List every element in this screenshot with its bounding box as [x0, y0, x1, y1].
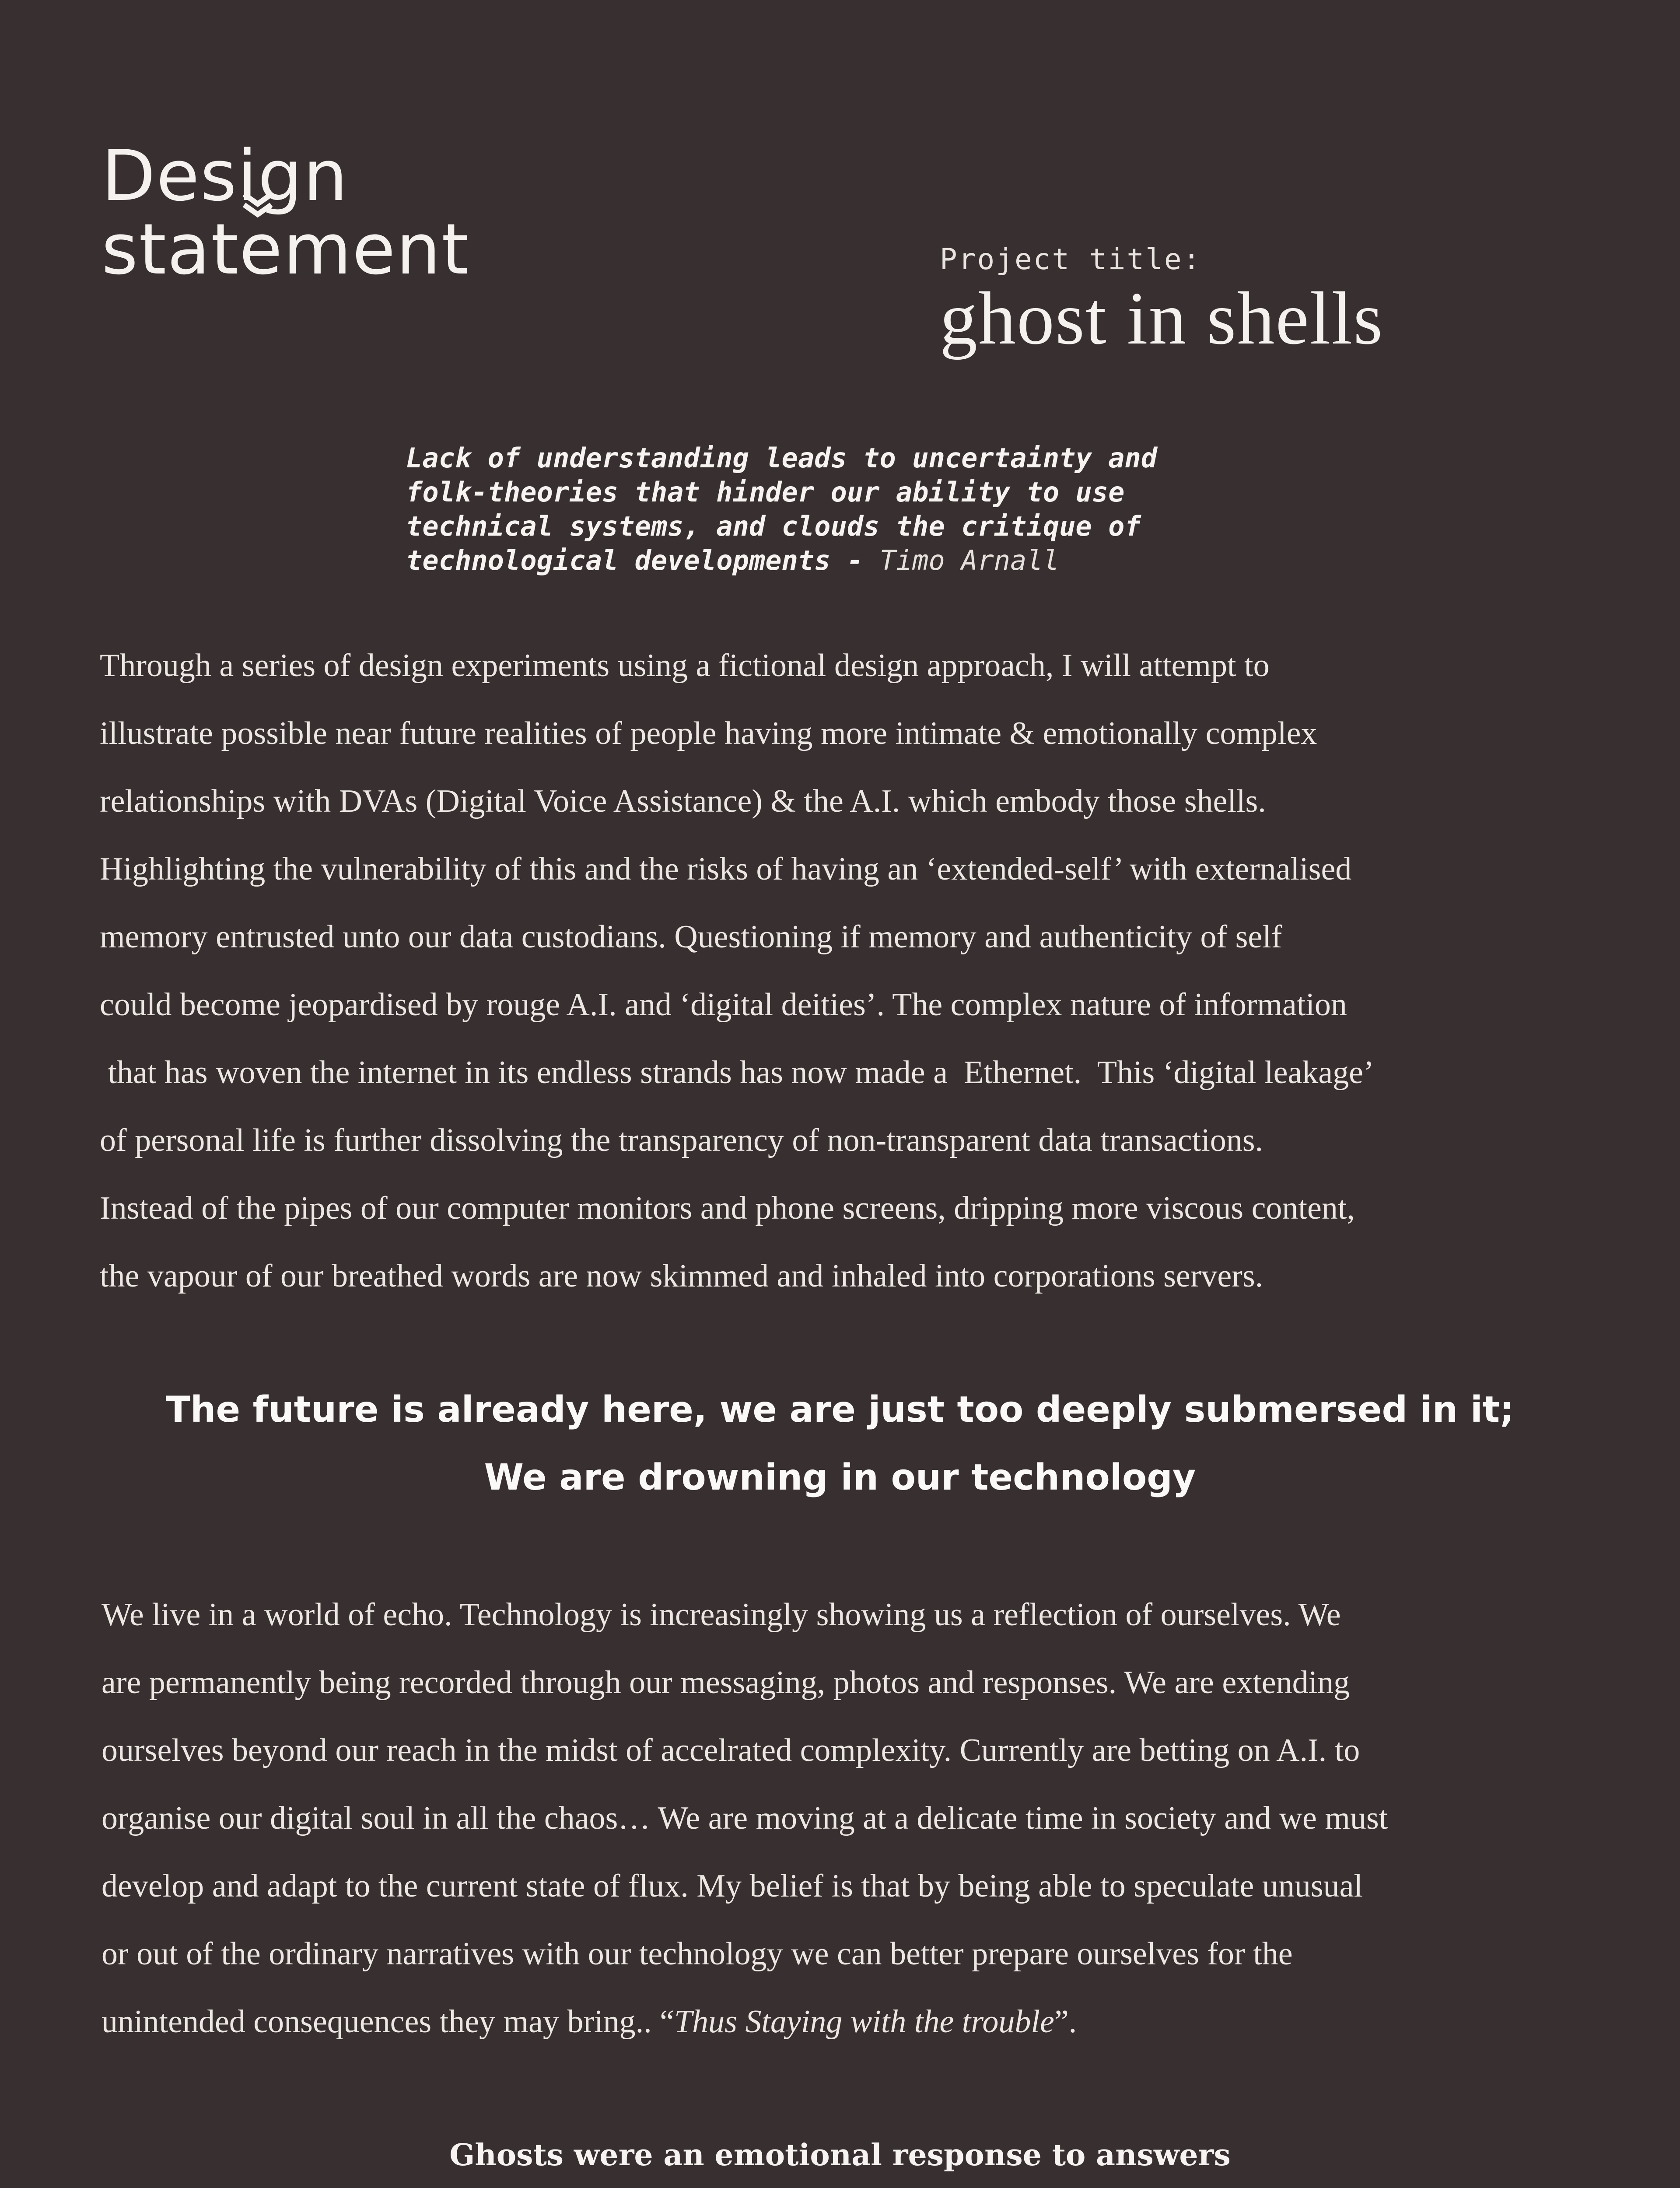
- quote-line-last: [406, 543, 1237, 578]
- project-title-label: Project title:: [940, 242, 1202, 276]
- logo-line-design: Design: [102, 135, 349, 217]
- paragraph-line: of personal life is further dissolving the transparency of non-transparent data transactions.: [100, 1122, 1264, 1158]
- italic-phrase: Thus Staying with the trouble: [674, 2004, 1054, 2040]
- paragraph-line: could become jeopardised by rouge A.I. and ‘digital deities’. The complex nature of information: [100, 987, 1347, 1023]
- paragraph-line: We live in a world of echo. Technology is increasingly showing us a reflection of ourselves. We: [102, 1597, 1341, 1633]
- paragraph-line: memory entrusted unto our data custodians. Questioning if memory and authenticity of self: [100, 919, 1282, 955]
- paragraph-line: the vapour of our breathed words are now skimmed and inhaled into corporations servers.: [100, 1258, 1264, 1294]
- paragraph-line: develop and adapt to the current state of flux. My belief is that by being able to speculate unusual: [102, 1868, 1363, 1904]
- last-line-prefix: unintended consequences they may bring.. “: [102, 2004, 674, 2040]
- project-title-block: [940, 240, 1596, 360]
- logo-line-statement: statement: [102, 208, 470, 290]
- quote-line-text: technological developments -: [406, 544, 880, 576]
- headline-statement: [0, 1376, 1680, 1511]
- closing-statement: [0, 2121, 1680, 2188]
- headline-line-1: The future is already here, we are just too deeply submersed in it;: [166, 1389, 1514, 1431]
- paragraph-line: Through a series of design experiments using a fictional design approach, I will attempt to: [100, 648, 1270, 684]
- epigraph-quote: [406, 441, 1237, 578]
- quote-line: Lack of understanding leads to uncertainty and: [406, 442, 1158, 474]
- paragraph-line: ourselves beyond our reach in the midst of accelrated complexity. Currently are betting on A.I. to: [102, 1732, 1360, 1768]
- body-paragraph-2: [102, 1581, 1602, 2056]
- paragraph-line: Highlighting the vulnerability of this and the risks of having an ‘extended-self’ with externalised: [100, 851, 1352, 887]
- quote-line: folk-theories that hinder our ability to use: [406, 476, 1125, 508]
- design-statement-logo: [102, 135, 470, 290]
- paragraph-line-last: [102, 1988, 1602, 2056]
- paragraph-line: are permanently being recorded through our messaging, photos and responses. We are extending: [102, 1665, 1350, 1701]
- last-line-suffix: ”.: [1054, 2004, 1077, 2040]
- headline-line-2: We are drowning in our technology: [484, 1457, 1196, 1498]
- body-paragraph-1: [100, 632, 1600, 1310]
- paragraph-line: illustrate possible near future realities of people having more intimate & emotionally complex: [100, 715, 1317, 751]
- paragraph-line: or out of the ordinary narratives with our technology we can better prepare ourselves for the: [102, 1936, 1293, 1972]
- logo-chevron-mark: [242, 192, 273, 218]
- quote-author: Timo Arnall: [879, 544, 1060, 576]
- quote-line: technical systems, and clouds the critique of: [406, 510, 1141, 542]
- paragraph-line: that has woven the internet in its endless strands has now made a Ethernet. This ‘digital leakage’: [100, 1055, 1374, 1090]
- paragraph-line: organise our digital soul in all the chaos… We are moving at a delicate time in society and we must: [102, 1800, 1388, 1836]
- paragraph-line: relationships with DVAs (Digital Voice Assistance) & the A.I. which embody those shells.: [100, 783, 1266, 819]
- project-title: ghost in shells: [940, 277, 1384, 360]
- closing-line-1: Ghosts were an emotional response to answers: [449, 2138, 1231, 2173]
- paragraph-line: Instead of the pipes of our computer monitors and phone screens, dripping more viscous content,: [100, 1190, 1355, 1226]
